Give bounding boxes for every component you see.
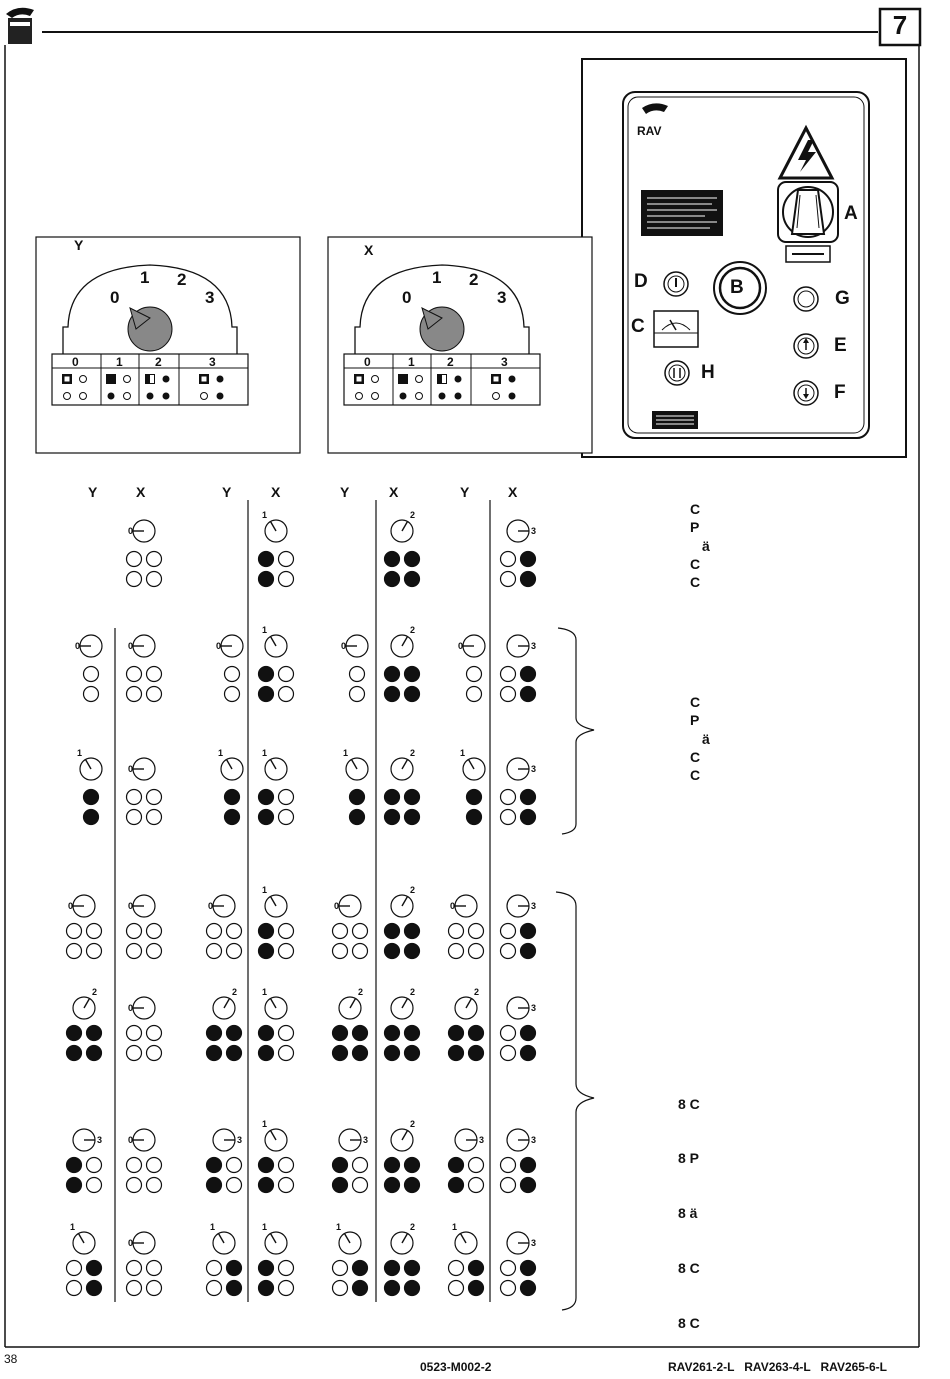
dial-position-number: 0: [450, 901, 456, 911]
selector-x-dial-number-0: 0: [402, 288, 412, 307]
dial-position-number: 1: [262, 1222, 268, 1232]
y-contact-pattern: [449, 1158, 484, 1193]
dial-position-number: 3: [237, 1135, 243, 1145]
footer-models: RAV261-2-L RAV263-4-L RAV265-6-L: [668, 1360, 887, 1374]
panel-label-g: G: [835, 288, 850, 309]
x-switch-dial-icon: [128, 758, 155, 780]
y-switch-dial-icon: [450, 895, 477, 917]
column-header-y: Y: [460, 484, 470, 500]
y-switch-dial-icon: [73, 987, 97, 1019]
dial-position-number: 0: [128, 526, 134, 536]
selector-y-title: Y: [74, 237, 84, 253]
x-contact-pattern: [501, 1158, 536, 1193]
dial-position-number: 1: [262, 987, 268, 997]
x-contact-pattern: [259, 1158, 294, 1193]
note-line: P: [690, 712, 700, 729]
dial-position-number: 0: [128, 1135, 134, 1145]
selector-y-dial-number-3: 3: [205, 288, 215, 307]
selector-x-table-header-1: 1: [408, 355, 415, 369]
selector-box-y: [36, 237, 300, 453]
x-switch-dial-icon: [391, 625, 415, 657]
indicator-d-icon: [664, 272, 688, 296]
y-contact-pattern: [225, 790, 240, 825]
note-line: C: [690, 555, 701, 572]
footer-doc-code: 0523-M002-2: [420, 1360, 492, 1374]
y-switch-dial-icon: [77, 748, 102, 780]
dial-position-number: 2: [410, 510, 416, 520]
dial-position-number: 1: [460, 748, 466, 758]
note-line: P: [690, 519, 700, 536]
y-switch-dial-icon: [73, 1129, 102, 1151]
dial-position-number: 1: [336, 1222, 342, 1232]
y-switch-dial-icon: [334, 895, 361, 917]
y-contact-pattern: [207, 924, 242, 959]
panel-label-b: B: [730, 277, 744, 298]
x-switch-dial-icon: [262, 885, 287, 917]
button-h-icon: [665, 361, 689, 385]
y-switch-dial-icon: [341, 635, 368, 657]
x-contact-pattern: [127, 924, 162, 959]
x-contact-pattern: [501, 924, 536, 959]
y-switch-dial-icon: [343, 748, 368, 780]
dial-position-number: 1: [210, 1222, 216, 1232]
dial-position-number: 3: [531, 764, 537, 774]
dial-position-number: 1: [262, 748, 268, 758]
dial-position-number: 2: [232, 987, 238, 997]
x-contact-pattern: [127, 1158, 162, 1193]
y-contact-pattern: [84, 790, 99, 825]
note-line: C: [690, 767, 701, 784]
dial-position-number: 2: [410, 885, 416, 895]
note-line: 8 C: [678, 1260, 700, 1277]
x-switch-dial-icon: [128, 1232, 155, 1254]
y-contact-pattern: [67, 1261, 102, 1296]
dial-position-number: 1: [77, 748, 83, 758]
dial-position-number: 2: [410, 987, 416, 997]
dial-position-number: 1: [343, 748, 349, 758]
y-switch-dial-icon: [208, 895, 235, 917]
x-switch-dial-icon: [391, 1119, 415, 1151]
y-contact-pattern: [333, 924, 368, 959]
dial-position-number: 0: [341, 641, 347, 651]
x-contact-pattern: [127, 790, 162, 825]
x-switch-dial-icon: [128, 895, 155, 917]
page-number: 7: [892, 10, 908, 40]
x-contact-pattern: [385, 924, 420, 959]
dial-position-number: 2: [410, 1119, 416, 1129]
column-header-y: Y: [340, 484, 350, 500]
note-line: ä: [702, 730, 710, 747]
panel-label-d: D: [634, 271, 648, 292]
x-contact-pattern: [385, 552, 420, 587]
dial-position-number: 0: [68, 901, 74, 911]
info-plate-icon: [641, 190, 723, 236]
notes-group-3: [678, 1058, 700, 1351]
selector-y-table-header-2: 2: [155, 355, 162, 369]
note-line: 8 C: [678, 1315, 700, 1332]
y-switch-dial-icon: [460, 748, 485, 780]
x-switch-dial-icon: [391, 510, 415, 542]
column-header-x: X: [271, 484, 281, 500]
panel-brand-text: RAV: [637, 124, 662, 138]
x-switch-dial-icon: [507, 1129, 536, 1151]
selector-x-table-header-0: 0: [364, 355, 371, 369]
note-line: C: [690, 748, 701, 765]
column-header-y: Y: [222, 484, 232, 500]
y-switch-dial-icon: [339, 987, 363, 1019]
dial-position-number: 0: [128, 901, 134, 911]
note-line: 8 P: [678, 1150, 700, 1167]
column-header-x: X: [136, 484, 146, 500]
x-contact-pattern: [259, 1261, 294, 1296]
x-contact-pattern: [385, 790, 420, 825]
dial-position-number: 3: [531, 1003, 537, 1013]
note-line: C: [690, 574, 701, 591]
dial-position-number: 3: [531, 526, 537, 536]
x-contact-pattern: [259, 667, 294, 702]
x-switch-dial-icon: [128, 997, 155, 1019]
y-contact-pattern: [67, 1158, 102, 1193]
x-switch-dial-icon: [262, 748, 287, 780]
y-contact-pattern: [207, 1261, 242, 1296]
dial-position-number: 1: [262, 510, 268, 520]
y-contact-pattern: [449, 924, 484, 959]
dial-position-number: 2: [474, 987, 480, 997]
x-contact-pattern: [127, 1026, 162, 1061]
y-contact-pattern: [350, 667, 365, 702]
selector-y-dial-number-0: 0: [110, 288, 120, 307]
dial-position-number: 0: [75, 641, 81, 651]
y-switch-dial-icon: [455, 987, 479, 1019]
dial-position-number: 1: [262, 1119, 268, 1129]
up-button-e-icon: [794, 334, 818, 358]
y-switch-dial-icon: [213, 987, 237, 1019]
selector-x-dial-number-3: 3: [497, 288, 507, 307]
selector-y-table-header-1: 1: [116, 355, 123, 369]
x-contact-pattern: [127, 1261, 162, 1296]
y-contact-pattern: [207, 1026, 242, 1061]
x-contact-pattern: [127, 667, 162, 702]
notes-group-1: [690, 500, 710, 591]
column-header-x: X: [389, 484, 399, 500]
x-switch-dial-icon: [391, 748, 415, 780]
x-switch-dial-icon: [128, 635, 155, 657]
y-contact-pattern: [333, 1158, 368, 1193]
x-contact-pattern: [385, 667, 420, 702]
y-contact-pattern: [67, 924, 102, 959]
x-contact-pattern: [501, 667, 536, 702]
down-button-f-icon: [794, 381, 818, 405]
selector-x-table-header-2: 2: [447, 355, 454, 369]
x-contact-pattern: [385, 1158, 420, 1193]
y-contact-pattern: [225, 667, 240, 702]
dial-position-number: 2: [358, 987, 364, 997]
notes-group-2: [690, 693, 710, 784]
x-switch-dial-icon: [262, 510, 287, 542]
dial-position-number: 0: [128, 1003, 134, 1013]
x-switch-dial-icon: [507, 520, 536, 542]
indicator-g-icon: [794, 287, 818, 311]
dial-position-number: 3: [97, 1135, 103, 1145]
y-switch-dial-icon: [75, 635, 102, 657]
x-contact-pattern: [127, 552, 162, 587]
bottom-plate-icon: [652, 411, 698, 429]
dial-position-number: 3: [531, 641, 537, 651]
y-switch-dial-icon: [458, 635, 485, 657]
dial-position-number: 3: [363, 1135, 369, 1145]
rav-logo-icon: [6, 8, 34, 44]
brace-group-3: [556, 892, 594, 1310]
dial-position-number: 0: [128, 1238, 134, 1248]
x-switch-dial-icon: [507, 758, 536, 780]
note-line: 8 ä: [678, 1205, 698, 1222]
main-switch-icon: [778, 182, 838, 262]
x-switch-dial-icon: [128, 1129, 155, 1151]
x-contact-pattern: [385, 1261, 420, 1296]
x-switch-dial-icon: [507, 1232, 536, 1254]
x-contact-pattern: [259, 1026, 294, 1061]
y-contact-pattern: [467, 667, 482, 702]
dial-position-number: 3: [479, 1135, 485, 1145]
y-contact-pattern: [350, 790, 365, 825]
dial-position-number: 2: [92, 987, 98, 997]
y-contact-pattern: [333, 1261, 368, 1296]
dial-position-number: 1: [218, 748, 224, 758]
x-contact-pattern: [501, 1026, 536, 1061]
dial-position-number: 2: [410, 748, 416, 758]
dial-position-number: 1: [262, 885, 268, 895]
selector-x-table-header-3: 3: [501, 355, 508, 369]
x-contact-pattern: [259, 790, 294, 825]
y-switch-dial-icon: [213, 1129, 242, 1151]
y-switch-dial-icon: [339, 1129, 368, 1151]
y-contact-pattern: [84, 667, 99, 702]
y-switch-dial-icon: [216, 635, 243, 657]
panel-label-a: A: [844, 203, 858, 224]
selector-x-title: X: [364, 242, 374, 258]
panel-label-e: E: [834, 335, 847, 356]
note-line: ä: [702, 537, 710, 554]
x-switch-dial-icon: [262, 1119, 287, 1151]
brace-group-2: [558, 628, 594, 834]
x-switch-dial-icon: [128, 520, 155, 542]
dial-position-number: 0: [208, 901, 214, 911]
dial-position-number: 2: [410, 1222, 416, 1232]
y-contact-pattern: [467, 790, 482, 825]
x-contact-pattern: [501, 1261, 536, 1296]
panel-label-h: H: [701, 362, 715, 383]
selector-x-dial-number-2: 2: [469, 270, 479, 289]
y-contact-pattern: [333, 1026, 368, 1061]
y-contact-pattern: [449, 1261, 484, 1296]
note-line: C: [690, 501, 701, 517]
x-switch-dial-icon: [507, 997, 536, 1019]
dial-position-number: 0: [334, 901, 340, 911]
note-line: C: [690, 694, 701, 710]
selector-y-dial-number-2: 2: [177, 270, 187, 289]
dial-position-number: 2: [410, 625, 416, 635]
x-switch-dial-icon: [391, 987, 415, 1019]
column-header-x: X: [508, 484, 518, 500]
x-switch-dial-icon: [262, 625, 287, 657]
meter-c-icon: [654, 311, 698, 347]
y-contact-pattern: [449, 1026, 484, 1061]
panel-label-f: F: [834, 382, 846, 403]
selector-box-x: [328, 237, 592, 453]
x-switch-dial-icon: [391, 1222, 415, 1254]
x-contact-pattern: [501, 790, 536, 825]
selector-y-table-header-3: 3: [209, 355, 216, 369]
dial-position-number: 0: [128, 641, 134, 651]
x-contact-pattern: [259, 552, 294, 587]
x-switch-dial-icon: [262, 1222, 287, 1254]
x-switch-dial-icon: [507, 635, 536, 657]
x-switch-dial-icon: [262, 987, 287, 1019]
dial-position-number: 1: [262, 625, 268, 635]
dial-position-number: 0: [128, 764, 134, 774]
y-switch-dial-icon: [68, 895, 95, 917]
column-header-y: Y: [88, 484, 98, 500]
dial-position-number: 1: [452, 1222, 458, 1232]
control-panel-illustration: [582, 59, 906, 457]
y-switch-dial-icon: [336, 1222, 361, 1254]
selector-y-dial-number-1: 1: [140, 268, 150, 287]
note-line: 8 C: [678, 1095, 700, 1112]
dial-position-number: 3: [531, 901, 537, 911]
y-switch-dial-icon: [455, 1129, 484, 1151]
x-contact-pattern: [259, 924, 294, 959]
dial-position-number: 0: [458, 641, 464, 651]
selector-y-table-header-0: 0: [72, 355, 79, 369]
y-switch-dial-icon: [452, 1222, 477, 1254]
y-switch-dial-icon: [218, 748, 243, 780]
y-contact-pattern: [67, 1026, 102, 1061]
selector-x-dial-number-1: 1: [432, 268, 442, 287]
x-contact-pattern: [385, 1026, 420, 1061]
x-switch-dial-icon: [391, 885, 415, 917]
x-contact-pattern: [501, 552, 536, 587]
dial-position-number: 3: [531, 1135, 537, 1145]
dial-position-number: 1: [70, 1222, 76, 1232]
footer-page: 38: [4, 1352, 18, 1366]
dial-position-number: 0: [216, 641, 222, 651]
x-switch-dial-icon: [507, 895, 536, 917]
dial-position-number: 3: [531, 1238, 537, 1248]
panel-label-c: C: [631, 316, 645, 337]
y-switch-dial-icon: [70, 1222, 95, 1254]
y-contact-pattern: [207, 1158, 242, 1193]
y-switch-dial-icon: [210, 1222, 235, 1254]
